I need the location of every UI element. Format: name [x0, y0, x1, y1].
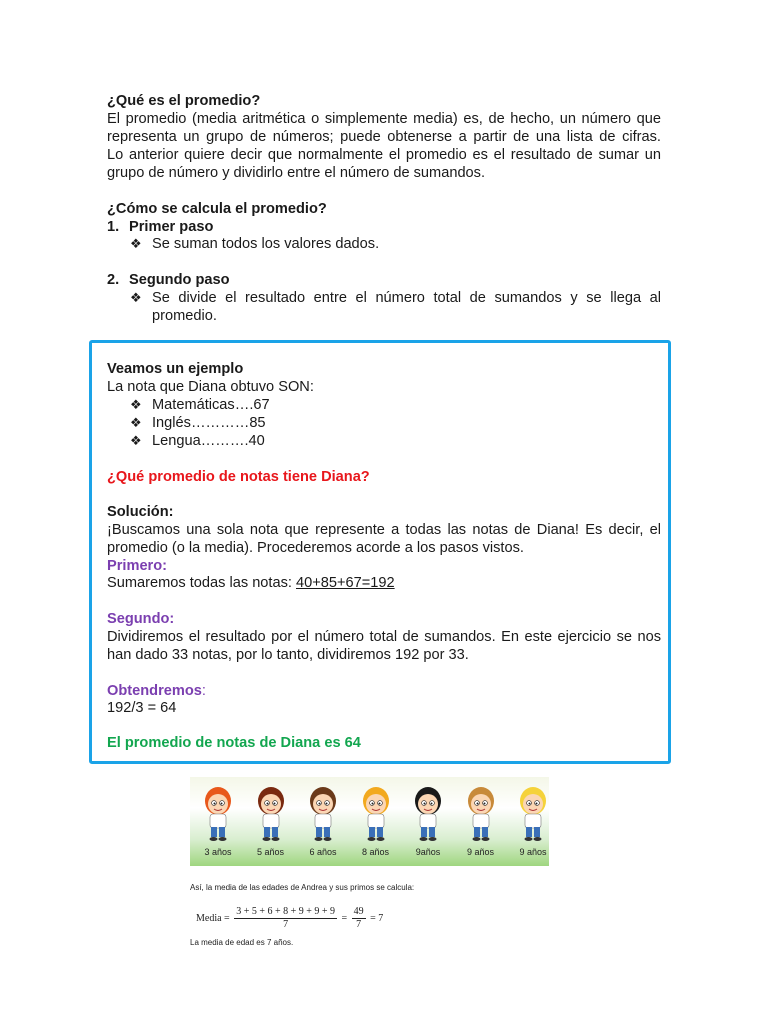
obtain-label-line	[107, 682, 661, 700]
first-step-label: Primero:	[107, 558, 168, 574]
child-figure	[461, 783, 501, 843]
fraction-numerator: 49	[353, 906, 364, 917]
paragraph-line: Lo anterior quiere decir que normalmente el promedio es el resultado de sumar un	[107, 147, 661, 163]
child-icon	[513, 783, 553, 845]
child-icon	[356, 783, 396, 845]
list-number: 1.	[107, 219, 120, 235]
figure-caption: Así, la media de las edades de Andrea y sus primos se calcula:	[190, 883, 415, 892]
children-ages-illustration	[190, 777, 549, 866]
fraction	[234, 906, 337, 931]
age-label: 9 años	[519, 847, 547, 857]
paragraph-line: grupo de número y dividirlo entre el número de sumandos.	[107, 165, 486, 181]
figure-footer: La media de edad es 7 años.	[190, 938, 294, 947]
fraction-denominator: 7	[283, 919, 289, 930]
diamond-bullet-icon: ❖	[130, 236, 142, 251]
second-step-label: Segundo:	[107, 611, 175, 627]
paragraph-line: El promedio (media aritmética o simplemente media) es, de hecho, un número que	[107, 111, 661, 127]
list-item-continuation: promedio.	[152, 308, 217, 324]
second-step-text: han dado 33 notas, por lo tanto, dividiremos 192 por 33.	[107, 647, 469, 663]
formula-result: = 7	[370, 912, 384, 924]
conclusion-text: El promedio de notas de Diana es 64	[107, 735, 361, 751]
age-label: 3 años	[204, 847, 232, 857]
age-label: 9 años	[466, 847, 495, 857]
first-step-text	[107, 574, 661, 592]
age-label: 5 años	[256, 847, 285, 857]
division-result: 192/3 = 64	[107, 700, 177, 716]
grade-item: Lengua……….40	[152, 433, 265, 449]
child-icon	[251, 783, 291, 845]
paragraph-line: representa un grupo de números; puede obtenerse a partir de una lista de cifras.	[107, 129, 661, 145]
list-number: 2.	[107, 272, 120, 288]
grade-item: Matemáticas….67	[152, 397, 270, 413]
fraction-numerator: 3 + 5 + 6 + 8 + 9 + 9 + 9	[236, 906, 336, 917]
obtain-label: Obtendremos	[107, 683, 202, 699]
step-title: Primer paso	[129, 219, 214, 235]
diamond-bullet-icon: ❖	[130, 433, 142, 448]
sum-expression: 40+85+67=192	[296, 575, 395, 591]
heading-que-es-promedio: ¿Qué es el promedio?	[107, 93, 261, 109]
diamond-bullet-icon: ❖	[130, 415, 142, 430]
child-figure	[303, 783, 343, 843]
equals-sign: =	[341, 912, 348, 924]
diamond-bullet-icon: ❖	[130, 290, 142, 305]
list-item: Se divide el resultado entre el número total de sumandos y se llega al	[152, 290, 661, 306]
child-figure	[356, 783, 396, 843]
age-label: 6 años	[309, 847, 337, 857]
fraction	[352, 906, 366, 931]
child-figure	[198, 783, 238, 843]
second-step-text: Dividiremos el resultado por el número total de sumandos. En este ejercicio se nos	[107, 629, 661, 645]
solution-text: ¡Buscamos una sola nota que represente a todas las notas de Diana! Es decir, el	[107, 522, 661, 538]
grade-item: Inglés…………85	[152, 415, 266, 431]
obtain-colon: :	[201, 683, 206, 699]
diamond-bullet-icon: ❖	[130, 397, 142, 412]
list-item: Se suman todos los valores dados.	[152, 236, 380, 252]
age-label: 9años	[415, 847, 441, 857]
example-intro: La nota que Diana obtuvo SON:	[107, 379, 314, 395]
heading-como-se-calcula: ¿Cómo se calcula el promedio?	[107, 201, 327, 217]
child-figure	[513, 783, 553, 843]
solution-text: promedio (o la media). Procederemos acorde a los pasos vistos.	[107, 540, 524, 556]
child-icon	[461, 783, 501, 845]
child-figure	[251, 783, 291, 843]
child-icon	[303, 783, 343, 845]
example-question: ¿Qué promedio de notas tiene Diana?	[107, 469, 370, 485]
child-figure	[408, 783, 448, 843]
solution-label: Solución:	[107, 504, 174, 520]
fraction-denominator: 7	[356, 919, 362, 930]
mean-formula	[196, 906, 383, 931]
child-icon	[408, 783, 448, 845]
child-icon	[198, 783, 238, 845]
age-label: 8 años	[361, 847, 390, 857]
formula-label: Media =	[196, 912, 230, 924]
step-title: Segundo paso	[129, 272, 230, 288]
first-step-description: Sumaremos todas las notas:	[107, 575, 296, 591]
example-title: Veamos un ejemplo	[107, 361, 244, 377]
